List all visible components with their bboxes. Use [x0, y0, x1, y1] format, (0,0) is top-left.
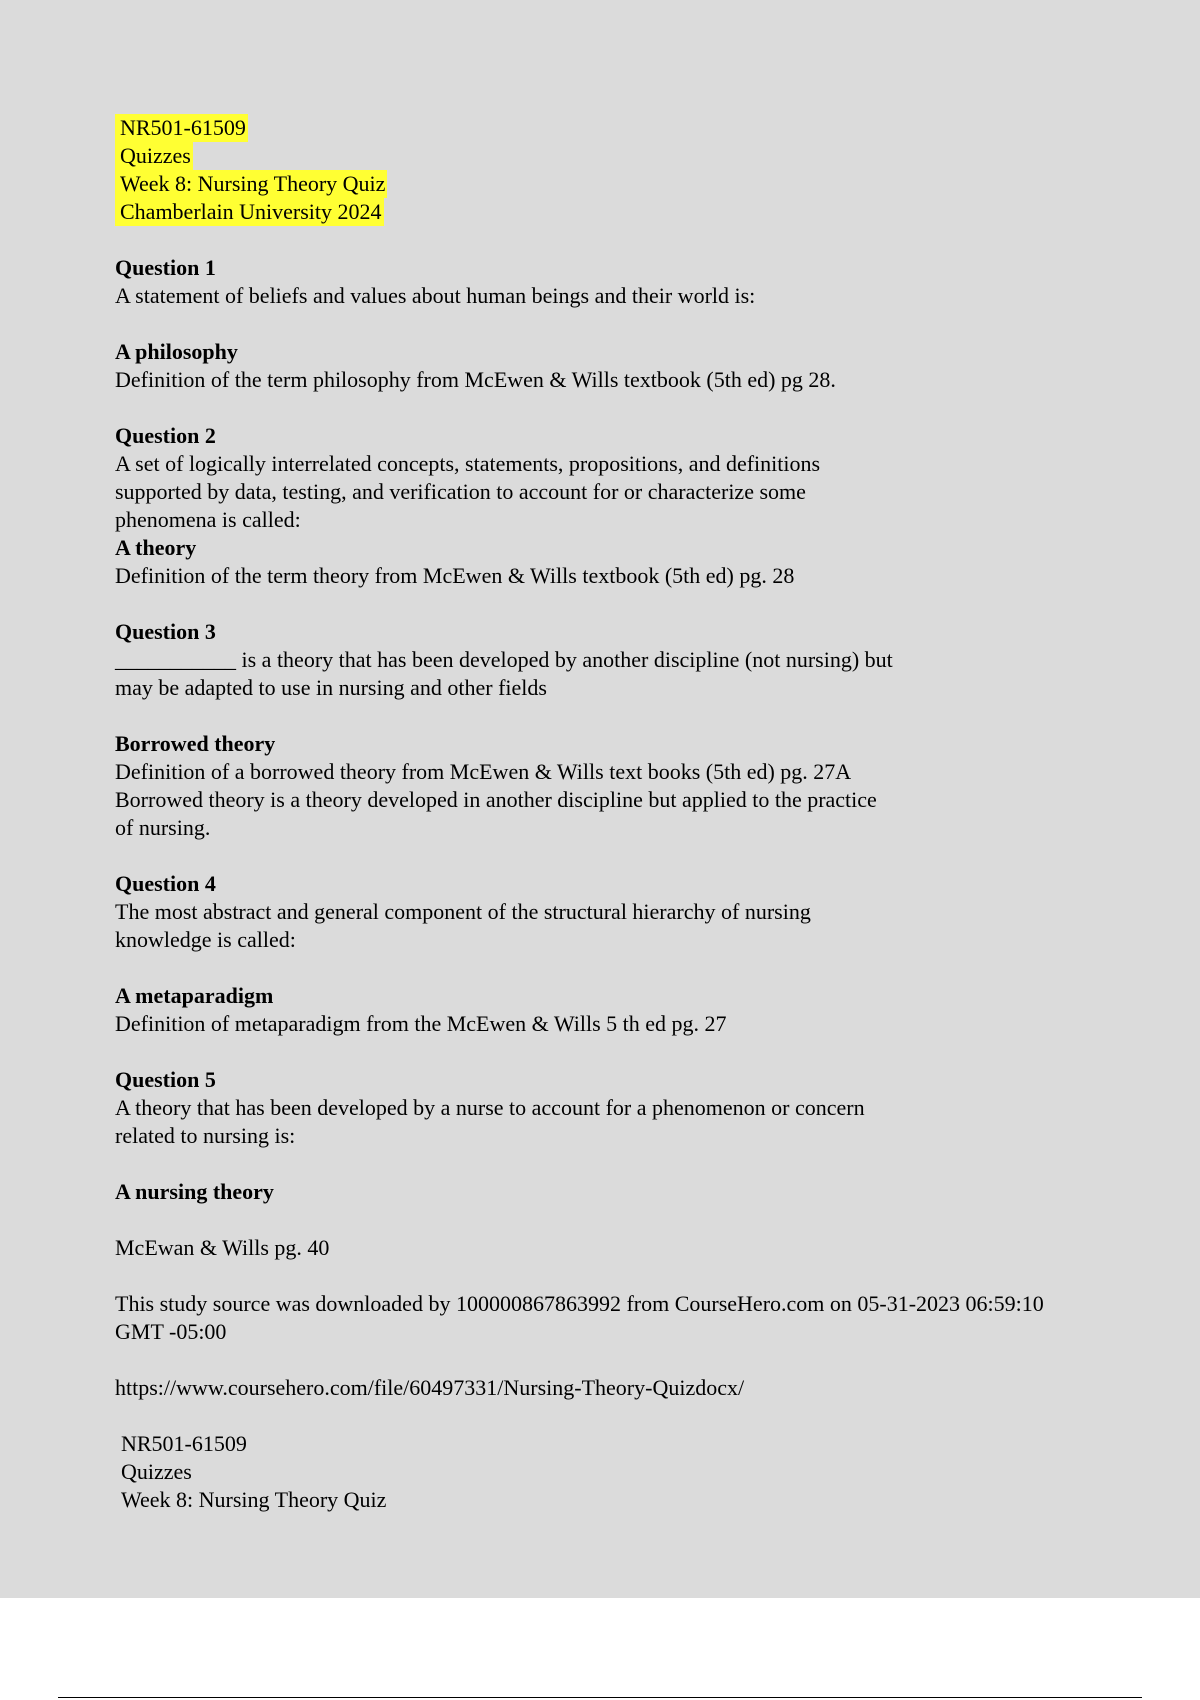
university-label: Chamberlain University 2024	[115, 198, 384, 226]
course-code: NR501-61509	[115, 114, 248, 142]
footer-course-code: NR501-61509	[121, 1431, 247, 1456]
question-4-text-line: The most abstract and general component of the structural hierarchy of nursing	[115, 899, 811, 924]
question-2-text-line: A set of logically interrelated concepts, statements, propositions, and definitions	[115, 451, 821, 476]
question-1-text: A statement of beliefs and values about human beings and their world is:	[115, 283, 756, 308]
footer-quiz-title: Week 8: Nursing Theory Quiz	[121, 1487, 387, 1512]
question-1-answer: A philosophy	[115, 339, 238, 364]
document-content	[115, 114, 1155, 1514]
question-4-answer: A metaparadigm	[115, 983, 274, 1008]
question-2-answer: A theory	[115, 535, 197, 560]
question-4-label: Question 4	[115, 871, 216, 896]
question-3-label: Question 3	[115, 619, 216, 644]
question-3-answer: Borrowed theory	[115, 731, 276, 756]
highlighted-header	[115, 114, 1155, 226]
question-2-label: Question 2	[115, 423, 216, 448]
source-url: https://www.coursehero.com/file/60497331/Nursing-Theory-Quizdocx/	[115, 1375, 745, 1400]
question-4-text-line: knowledge is called:	[115, 927, 296, 952]
question-3-explanation-line: of nursing.	[115, 815, 211, 840]
question-5-text-line: related to nursing is:	[115, 1123, 296, 1148]
question-2-text-line: supported by data, testing, and verification to account for or characterize some	[115, 479, 806, 504]
quiz-title: Week 8: Nursing Theory Quiz	[115, 170, 387, 198]
question-2-explanation: Definition of the term theory from McEwen & Wills textbook (5th ed) pg. 28	[115, 563, 795, 588]
question-2-text-line: phenomena is called:	[115, 507, 301, 532]
question-3-explanation-line: Definition of a borrowed theory from McEwen & Wills text books (5th ed) pg. 27A	[115, 759, 852, 784]
question-1-explanation: Definition of the term philosophy from McEwen & Wills textbook (5th ed) pg 28.	[115, 367, 836, 392]
section-label: Quizzes	[115, 142, 193, 170]
question-1-label: Question 1	[115, 255, 216, 280]
question-3-explanation-line: Borrowed theory is a theory developed in another discipline but applied to the practice	[115, 787, 877, 812]
footer-section-label: Quizzes	[121, 1459, 192, 1484]
page-divider-rule	[58, 1697, 1142, 1698]
source-note-line: GMT -05:00	[115, 1319, 227, 1344]
question-3-text-line: may be adapted to use in nursing and other fields	[115, 675, 547, 700]
question-3-text-line: ___________ is a theory that has been developed by another discipline (not nursing) but	[115, 647, 893, 672]
source-note-line: This study source was downloaded by 100000867863992 from CourseHero.com on 05-31-2023 06:59:10	[115, 1291, 1044, 1316]
question-4-explanation: Definition of metaparadigm from the McEwen & Wills 5 th ed pg. 27	[115, 1011, 727, 1036]
question-5-answer: A nursing theory	[115, 1179, 274, 1204]
question-5-text-line: A theory that has been developed by a nurse to account for a phenomenon or concern	[115, 1095, 865, 1120]
question-5-explanation: McEwan & Wills pg. 40	[115, 1235, 330, 1260]
question-5-label: Question 5	[115, 1067, 216, 1092]
